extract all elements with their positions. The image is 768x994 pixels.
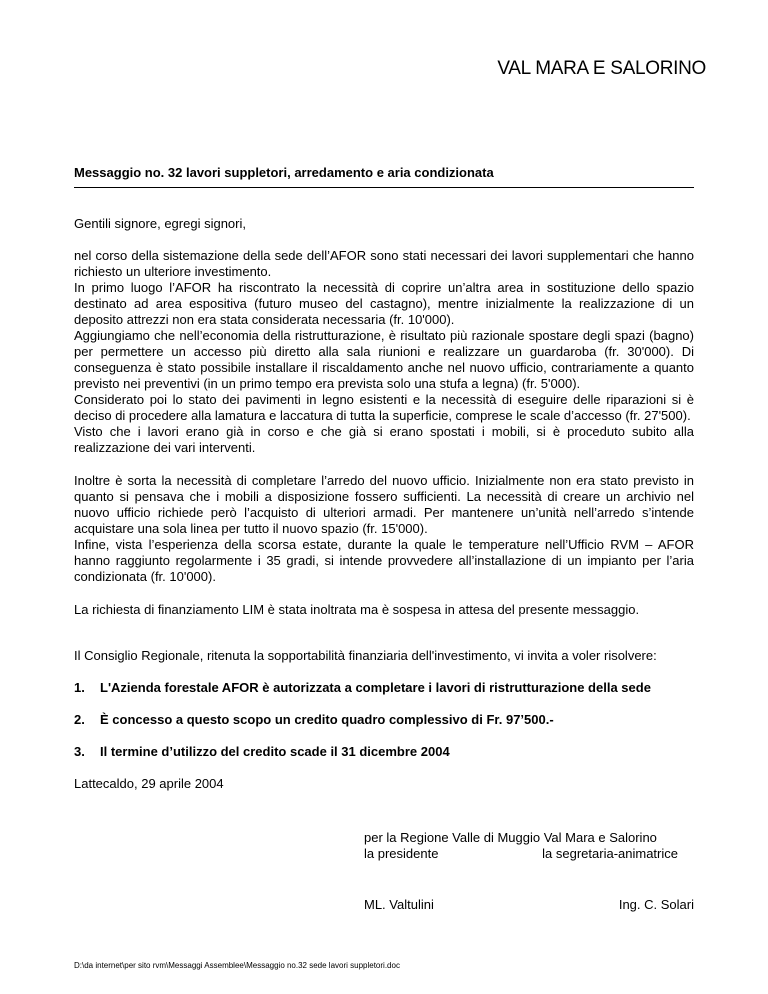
signature-organization: per la Regione Valle di Muggio Val Mara e Salorino [364,830,657,845]
paragraph-4: Considerato poi lo stato dei pavimenti in legno esistenti e la necessità di eseguire delle riparazioni si è deciso di procedere alla lamatura e laccatura di tutta la superficie, comprese le scale d’accesso (fr. 27'500). [74,392,694,423]
paragraph-2: In primo luogo l’AFOR ha riscontrato la necessità di coprire un’altra area in sostituzione dello spazio destinato ad area espositiva (futuro museo del castagno), mentre inizialmente la realizzazione di un deposito attrezzi non era stata considerata necessaria (fr. 10'000). [74,280,694,327]
resolution-item [74,744,694,760]
resolution-item [74,712,694,728]
message-body [74,216,694,792]
signature-block [364,830,694,862]
resolution-item [74,680,694,696]
greeting: Gentili signore, egregi signori, [74,216,246,231]
resolution-number: 2. [74,712,85,727]
resolution-number: 1. [74,680,85,695]
role-president: la presidente [364,846,439,861]
name-president: ML. Valtulini [364,897,434,912]
resolution-number: 3. [74,744,85,759]
signature-roles [364,846,694,862]
paragraph-9: Il Consiglio Regionale, ritenuta la sopportabilità finanziaria dell'investimento, vi invita a voler risolvere: [74,648,657,663]
resolution-text: L'Azienda forestale AFOR è autorizzata a completare i lavori di ristrutturazione della sede [100,680,651,695]
paragraph-3: Aggiungiamo che nell’economia della ristrutturazione, è risultato più razionale spostare degli spazi (bagno) per permettere un accesso più diretto alla sala riunioni e realizzare un guardaroba (fr. 30'000). Di conseguenza è stato possibile installare il riscaldamento anche nel nuovo ufficio, contrariamente a quanto previsto nei preventivi (in un primo tempo era prevista solo una stufa a legna) (fr. 5'000). [74,328,694,391]
subject-divider [74,187,694,188]
name-secretary: Ing. C. Solari [618,897,694,912]
file-path-footer: D:\da internet\per sito rvm\Messaggi Assemblee\Messaggio no.32 sede lavori suppletori.doc [74,961,400,970]
resolution-text: È concesso a questo scopo un credito quadro complessivo di Fr. 97’500.- [100,712,554,727]
paragraph-8: La richiesta di finanziamento LIM è stata inoltrata ma è sospesa in attesa del presente messaggio. [74,602,640,617]
resolution-text: Il termine d’utilizzo del credito scade il 31 dicembre 2004 [100,744,450,759]
organization-title: VAL MARA E SALORINO [497,58,706,79]
paragraph-1: nel corso della sistemazione della sede dell’AFOR sono stati necessari dei lavori supplementari che hanno richiesto un ulteriore investimento. [74,248,694,279]
signature-names [364,897,694,912]
resolution-list [74,680,694,760]
date-line: Lattecaldo, 29 aprile 2004 [74,776,224,791]
paragraph-7: Infine, vista l’esperienza della scorsa estate, durante la quale le temperature nell’Ufficio RVM – AFOR hanno raggiunto regolarmente i 35 gradi, si intende provvedere all’installazione di un impianto per l’aria condizionata (fr. 10'000). [74,537,694,584]
role-secretary: la segretaria-animatrice [542,846,678,861]
paragraph-6: Inoltre è sorta la necessità di completare l’arredo del nuovo ufficio. Inizialmente non era stato previsto in quanto si pensava che i mobili a disposizione fossero sufficienti. La necessità di creare un archivio nel nuovo ufficio richiede però l’acquisto di ulteriori armadi. Per mantenere un’unità nell’arredo s’intende acquistare una sola linea per tutto il nuovo spazio (fr. 15'000). [74,473,694,536]
paragraph-5: Visto che i lavori erano già in corso e che già si erano spostati i mobili, si è proceduto subito alla realizzazione dei vari interventi. [74,424,694,455]
message-subject: Messaggio no. 32 lavori suppletori, arredamento e aria condizionata [74,165,494,180]
